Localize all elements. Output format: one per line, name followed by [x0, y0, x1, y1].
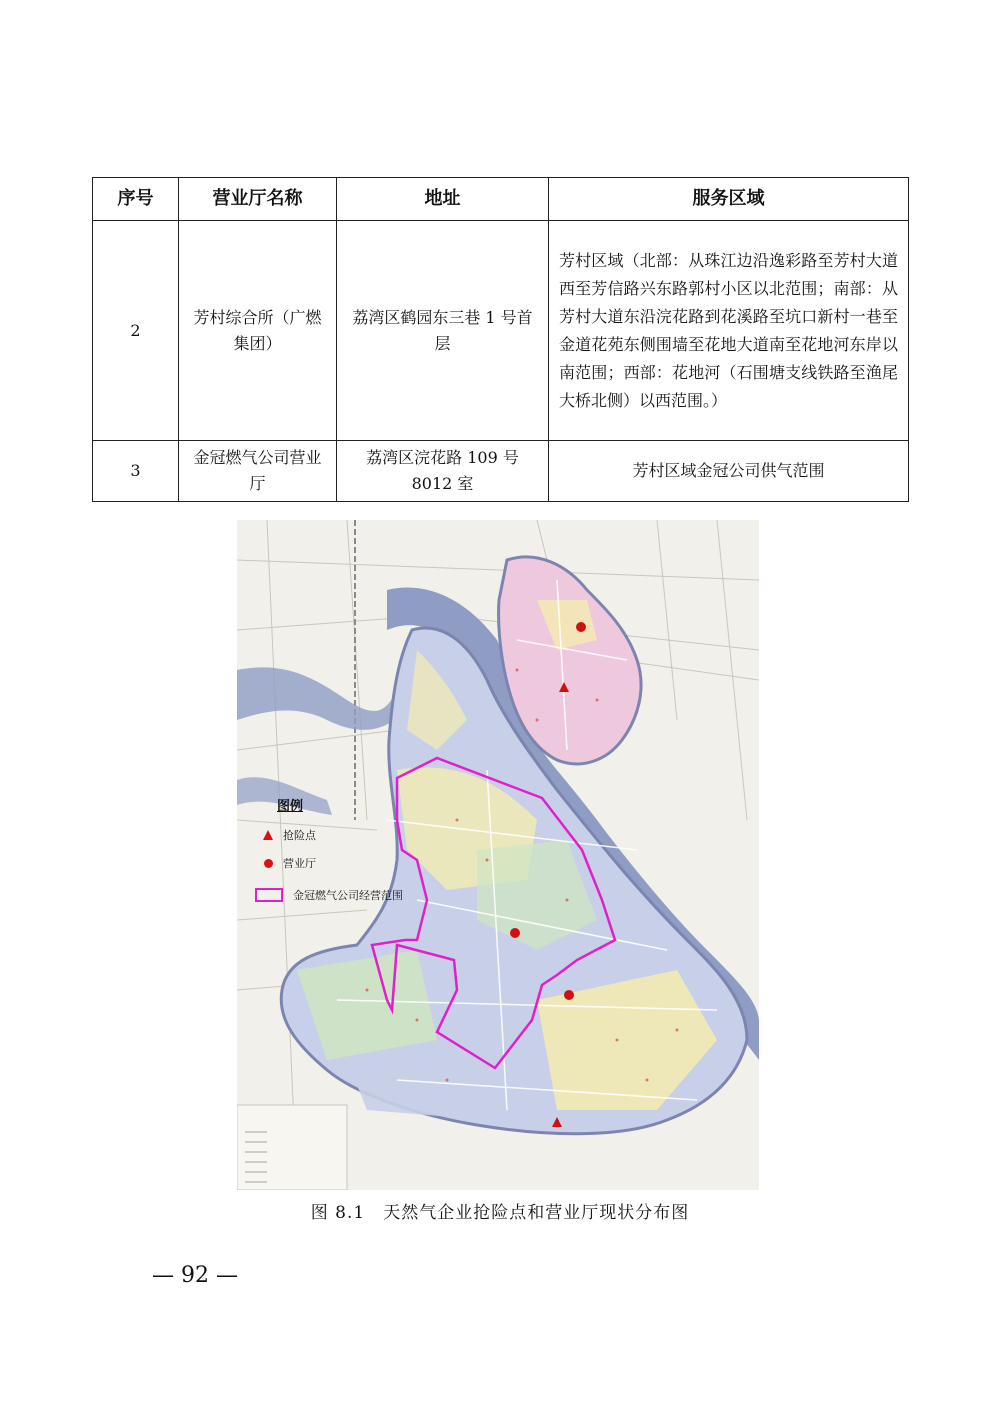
service-hall-marker: [510, 928, 520, 938]
inset-legend-box: [237, 1105, 347, 1190]
river-left: [237, 667, 409, 730]
legend-item-hall: [255, 855, 316, 871]
legend-label: 金冠燃气公司经营范围: [293, 889, 403, 902]
table-header-row: [93, 178, 909, 221]
cell-no: 2: [93, 221, 179, 441]
legend-item-emergency: [255, 827, 316, 843]
blue-zone: [347, 1060, 497, 1120]
page-number: — 92 —: [152, 1263, 238, 1288]
header-area: 服务区域: [549, 178, 909, 221]
rect-icon: [255, 888, 283, 902]
gas-distribution-map: [237, 520, 759, 1190]
triangle-icon: [263, 830, 273, 840]
cell-address: 荔湾区鹤园东三巷 1 号首层: [337, 221, 549, 441]
service-hall-marker: [564, 990, 574, 1000]
cell-address: 荔湾区浣花路 109 号 8012 室: [337, 441, 549, 502]
header-no: 序号: [93, 178, 179, 221]
legend-item-boundary: [255, 887, 403, 903]
legend-label: 营业厅: [283, 857, 316, 870]
cell-area: 芳村区域金冠公司供气范围: [549, 441, 909, 502]
cell-no: 3: [93, 441, 179, 502]
table-row: [93, 441, 909, 502]
cell-area: 芳村区域（北部：从珠江边沿逸彩路至芳村大道西至芳信路兴东路郭村小区以北范围；南部：从芳村大道东沿浣花路到花溪路至坑口新村一巷至金道花苑东侧围墙至花地大道南至花地河东岸以南范围；西部：花地河（石围塘支线铁路至渔尾大桥北侧）以西范围。）: [549, 221, 909, 441]
service-hall-table: [92, 177, 909, 502]
legend-title: 图例: [277, 799, 304, 814]
header-address: 地址: [337, 178, 549, 221]
dot-icon: [264, 859, 273, 868]
header-name: 营业厅名称: [179, 178, 337, 221]
service-hall-marker: [576, 622, 586, 632]
figure-caption: 图 8.1 天然气企业抢险点和营业厅现状分布图: [310, 1203, 690, 1223]
legend-label: 抢险点: [283, 829, 316, 842]
map-legend: [237, 795, 437, 935]
cell-name: 芳村综合所（广燃集团）: [179, 221, 337, 441]
cell-name: 金冠燃气公司营业厅: [179, 441, 337, 502]
table-row: [93, 221, 909, 441]
